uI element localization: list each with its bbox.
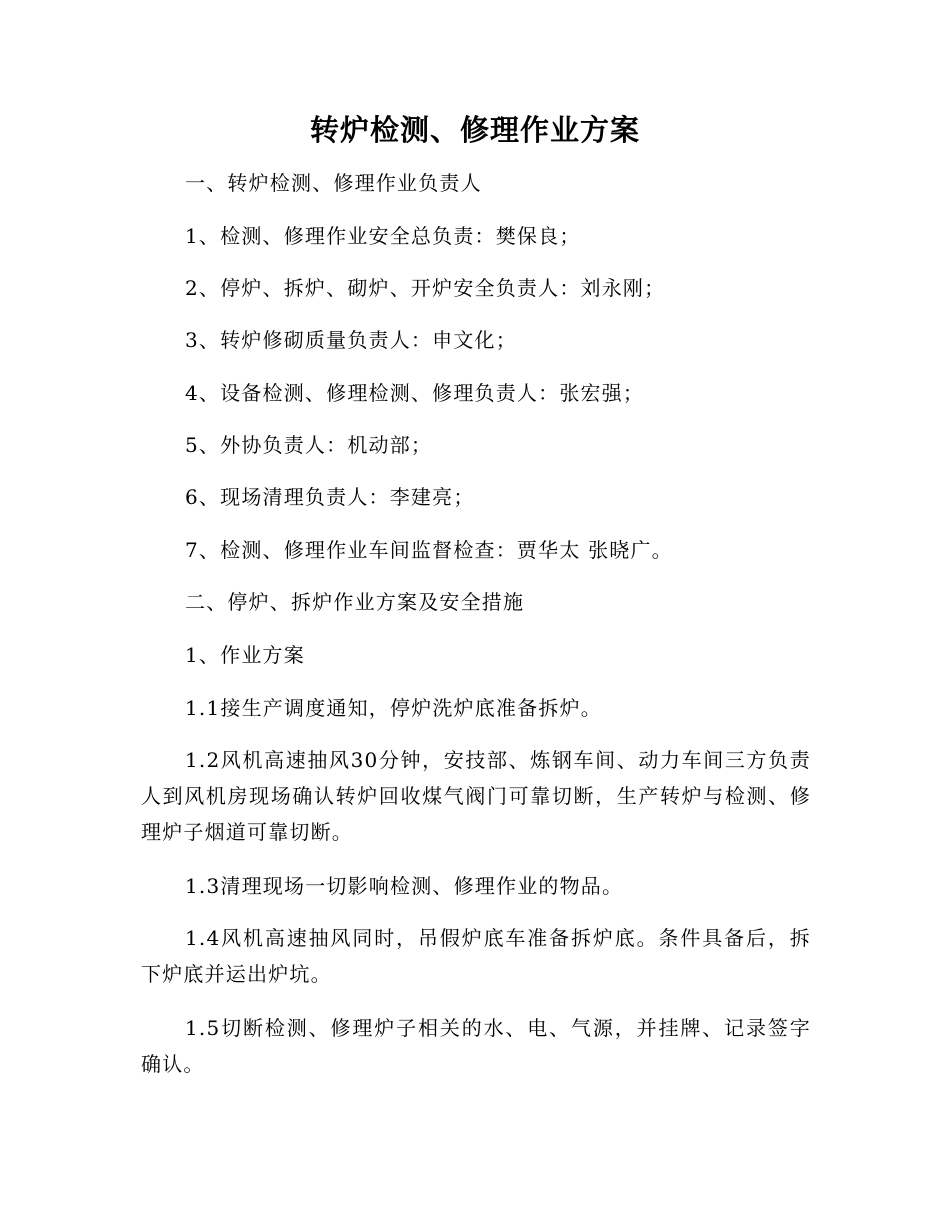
paragraph: 1.5切断检测、修理炉子相关的水、电、气源，并挂牌、记录签字确认。 [141,1016,811,1076]
section-heading-2: 二、停炉、拆炉作业方案及安全措施 [185,590,525,614]
paragraph: 1.3清理现场一切影响检测、修理作业的物品。 [185,874,624,898]
list-item: 7、检测、修理作业车间监督检查：贾华太 张晓广。 [185,538,673,562]
section-heading-1: 一、转炉检测、修理作业负责人 [185,171,482,195]
list-item: 5、外协负责人：机动部； [185,433,433,457]
paragraph: 1.2风机高速抽风30分钟，安技部、炼钢车间、动力车间三方负责人到风机房现场确认转炉回收煤气阀门可靠切断，生产转炉与检测、修理炉子烟道可靠切断。 [141,748,811,844]
list-item: 1、检测、修理作业安全总负责：樊保良； [185,224,581,248]
subsection-heading: 1、作业方案 [185,643,305,667]
paragraph: 1.4风机高速抽风同时，吊假炉底车准备拆炉底。条件具备后，拆下炉底并运出炉坑。 [141,926,811,986]
paragraph: 1.1接生产调度通知，停炉洗炉底准备拆炉。 [185,696,603,720]
list-item: 4、设备检测、修理检测、修理负责人：张宏强； [185,381,645,405]
list-item: 3、转炉修砌质量负责人：申文化； [185,328,517,352]
document-title: 转炉检测、修理作业方案 [309,113,640,147]
list-item: 6、现场清理负责人：李建亮； [185,485,475,509]
list-item: 2、停炉、拆炉、砌炉、开炉安全负责人：刘永刚； [185,276,666,300]
